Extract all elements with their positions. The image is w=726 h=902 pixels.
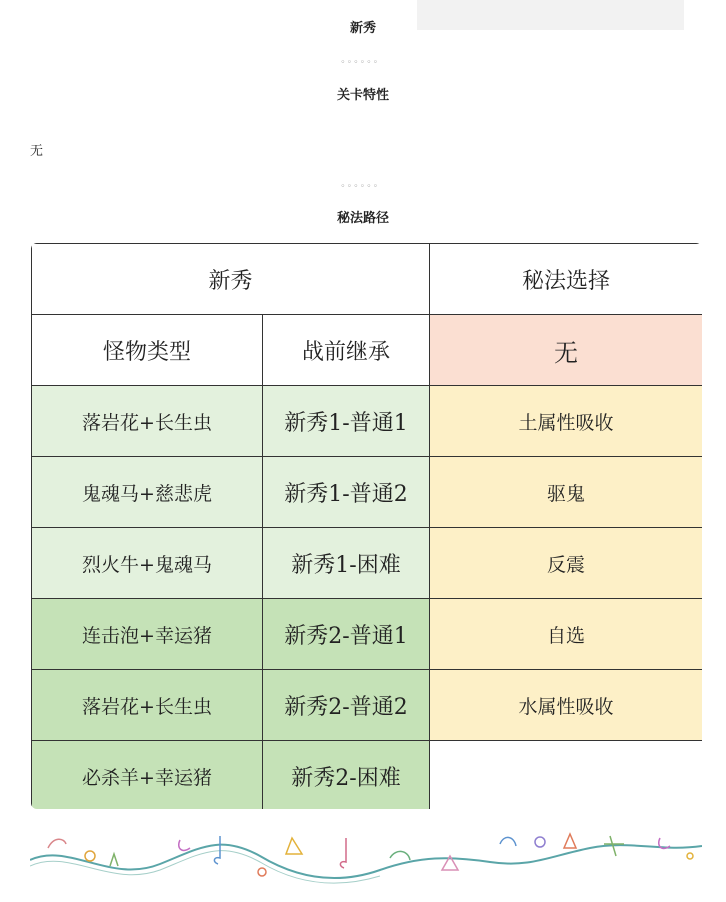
column-header-phase: 战前继承	[263, 315, 430, 386]
choice-header-value: 无	[430, 315, 702, 386]
phase-cell: 新秀2-普通2	[263, 670, 430, 741]
column-header-monster: 怪物类型	[32, 315, 263, 386]
page-title: 新秀	[349, 21, 376, 36]
monster-cell: 烈火牛+鬼魂马	[32, 528, 263, 599]
table-header-rookie: 新秀	[32, 244, 430, 315]
table-row	[32, 457, 703, 528]
choice-cell: 土属性吸收	[430, 386, 702, 457]
phase-cell: 新秀2-困难	[263, 741, 430, 810]
monster-cell: 必杀羊+幸运猪	[32, 741, 263, 810]
stage-feature-value: 无	[30, 144, 44, 159]
monster-cell: 连击泡+幸运猪	[32, 599, 263, 670]
phase-cell: 新秀1-困难	[263, 528, 430, 599]
choice-cell: 自选	[430, 599, 702, 670]
table-row	[32, 599, 703, 670]
monster-cell: 落岩花+长生虫	[32, 386, 263, 457]
phase-cell: 新秀1-普通2	[263, 457, 430, 528]
monster-cell: 鬼魂马+慈悲虎	[32, 457, 263, 528]
secret-path-heading: 秘法路径	[336, 211, 389, 226]
table-row	[32, 386, 703, 457]
monster-cell: 落岩花+长生虫	[32, 670, 263, 741]
musical-vine-divider-icon	[30, 826, 702, 896]
dots-divider: 。。。。。。	[341, 179, 385, 189]
choice-cell: 水属性吸收	[430, 670, 702, 741]
choice-cell: 反震	[430, 528, 702, 599]
phase-cell: 新秀2-普通1	[263, 599, 430, 670]
table-row	[32, 670, 703, 741]
phase-cell: 新秀1-普通1	[263, 386, 430, 457]
dots-divider: 。。。。。。	[341, 55, 385, 65]
table-header-choice: 秘法选择	[430, 244, 702, 315]
table-row	[32, 741, 703, 810]
choice-cell: 驱鬼	[430, 457, 702, 528]
secret-path-table	[31, 243, 702, 809]
stage-feature-heading: 关卡特性	[336, 88, 389, 103]
choice-cell-empty	[430, 741, 702, 810]
table-row	[32, 528, 703, 599]
